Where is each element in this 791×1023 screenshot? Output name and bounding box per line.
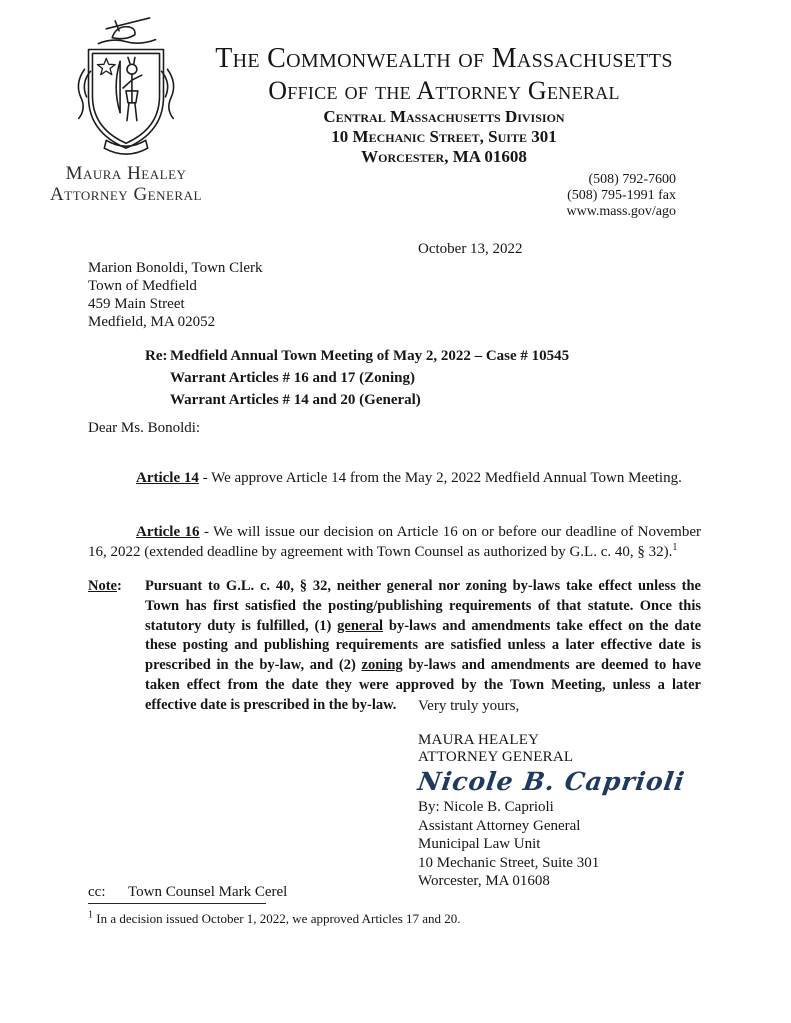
re-line: Warrant Articles # 16 and 17 (Zoning) <box>170 370 416 386</box>
re-subject-block <box>145 345 569 411</box>
principal-title: ATTORNEY GENERAL <box>418 749 574 765</box>
re-label: Re: <box>145 348 168 364</box>
phone-number: (508) 792-7600 <box>588 172 676 187</box>
paragraph-article-14 <box>88 468 701 488</box>
closing-phrase: Very truly yours, <box>418 698 520 714</box>
recipient-line: Medfield, MA 02052 <box>88 314 216 330</box>
letterhead-division: Central Massachusetts Division <box>323 107 565 126</box>
salutation: Dear Ms. Bonoldi: <box>88 420 201 436</box>
cc-line <box>88 884 287 901</box>
letterhead-title: The Commonwealth of Massachusetts <box>215 43 673 74</box>
paragraph-article-16 <box>88 522 701 562</box>
signer-title: Assistant Attorney General <box>418 817 581 834</box>
handwritten-signature: Nicole B. Caprioli <box>416 767 687 796</box>
signature-block <box>418 696 685 891</box>
letterhead-street: 10 Mechanic Street, Suite 301 <box>331 127 557 146</box>
article-16-text: - We will issue our decision on Article 16 on or before our deadline of November 16, 2022 (extended deadline by agreement with Town Counsel as authorized by G.L. c. 40, § 32). <box>88 524 701 560</box>
signer-street: 10 Mechanic Street, Suite 301 <box>418 854 600 871</box>
re-line: Warrant Articles # 14 and 20 (General) <box>170 392 421 408</box>
contact-block <box>566 172 676 220</box>
footnote-reference: 1 <box>672 542 678 553</box>
recipient-line: 459 Main Street <box>88 296 185 312</box>
note-underline-zoning: zoning <box>361 657 403 674</box>
note-underline-general: general <box>337 617 384 634</box>
footnote <box>88 903 701 927</box>
cc-label: cc: <box>88 884 106 900</box>
footnote-divider <box>88 903 266 904</box>
fax-number: (508) 795-1991 fax <box>567 188 676 203</box>
note-text: Pursuant to G.L. c. 40, § 32, neither general nor zoning by-laws take effect unless the Town has first satisfied the posting/publishing requirements of that statute. Once this statutory duty is fulfilled, (1) general by-laws and amendments take effect on the date these posting and publishing requirements are satisfied unless a later effective date is prescribed in the by-law, and (2) zoning by-laws and amendments are deemed to have taken effect from the date they were approved by the Town Meeting, unless a later effective date is prescribed in the by-law. <box>145 578 701 713</box>
note-block <box>88 577 701 716</box>
letterhead-seal-block <box>50 14 202 205</box>
letterhead-city: Worcester, MA 01608 <box>361 147 527 166</box>
note-label: Note: <box>88 578 122 594</box>
official-title: Attorney General <box>50 184 202 205</box>
signature-by-line: By: Nicole B. Caprioli <box>418 799 554 815</box>
official-name: Maura Healey <box>65 163 187 184</box>
website-url: www.mass.gov/ago <box>566 204 676 219</box>
re-line: Medfield Annual Town Meeting of May 2, 2022 – Case # 10545 <box>170 348 570 364</box>
re-lines <box>170 345 569 411</box>
massachusetts-state-seal-icon <box>62 14 190 160</box>
article-16-lead: Article 16 <box>136 524 200 540</box>
cc-value: Town Counsel Mark Cerel <box>128 884 288 900</box>
principal-name: MAURA HEALEY <box>418 732 540 748</box>
letterhead-text <box>186 42 702 167</box>
letter-date: October 13, 2022 <box>418 241 523 257</box>
signer-unit: Municipal Law Unit <box>418 836 541 853</box>
article-14-text: - We approve Article 14 from the May 2, 2022 Medfield Annual Town Meeting. <box>198 470 682 486</box>
footnote-marker: 1 <box>88 909 93 921</box>
recipient-line: Marion Bonoldi, Town Clerk <box>88 260 263 276</box>
letterhead-subtitle: Office of the Attorney General <box>268 76 620 105</box>
footnote-text: $^1$ In a decision issued October 1, 2022, we approved Articles 17 and 20. <box>88 909 461 926</box>
signer-city: Worcester, MA 01608 <box>418 873 550 890</box>
article-14-lead: Article 14 <box>136 470 199 486</box>
recipient-address <box>88 259 263 331</box>
recipient-line: Town of Medfield <box>88 278 197 294</box>
